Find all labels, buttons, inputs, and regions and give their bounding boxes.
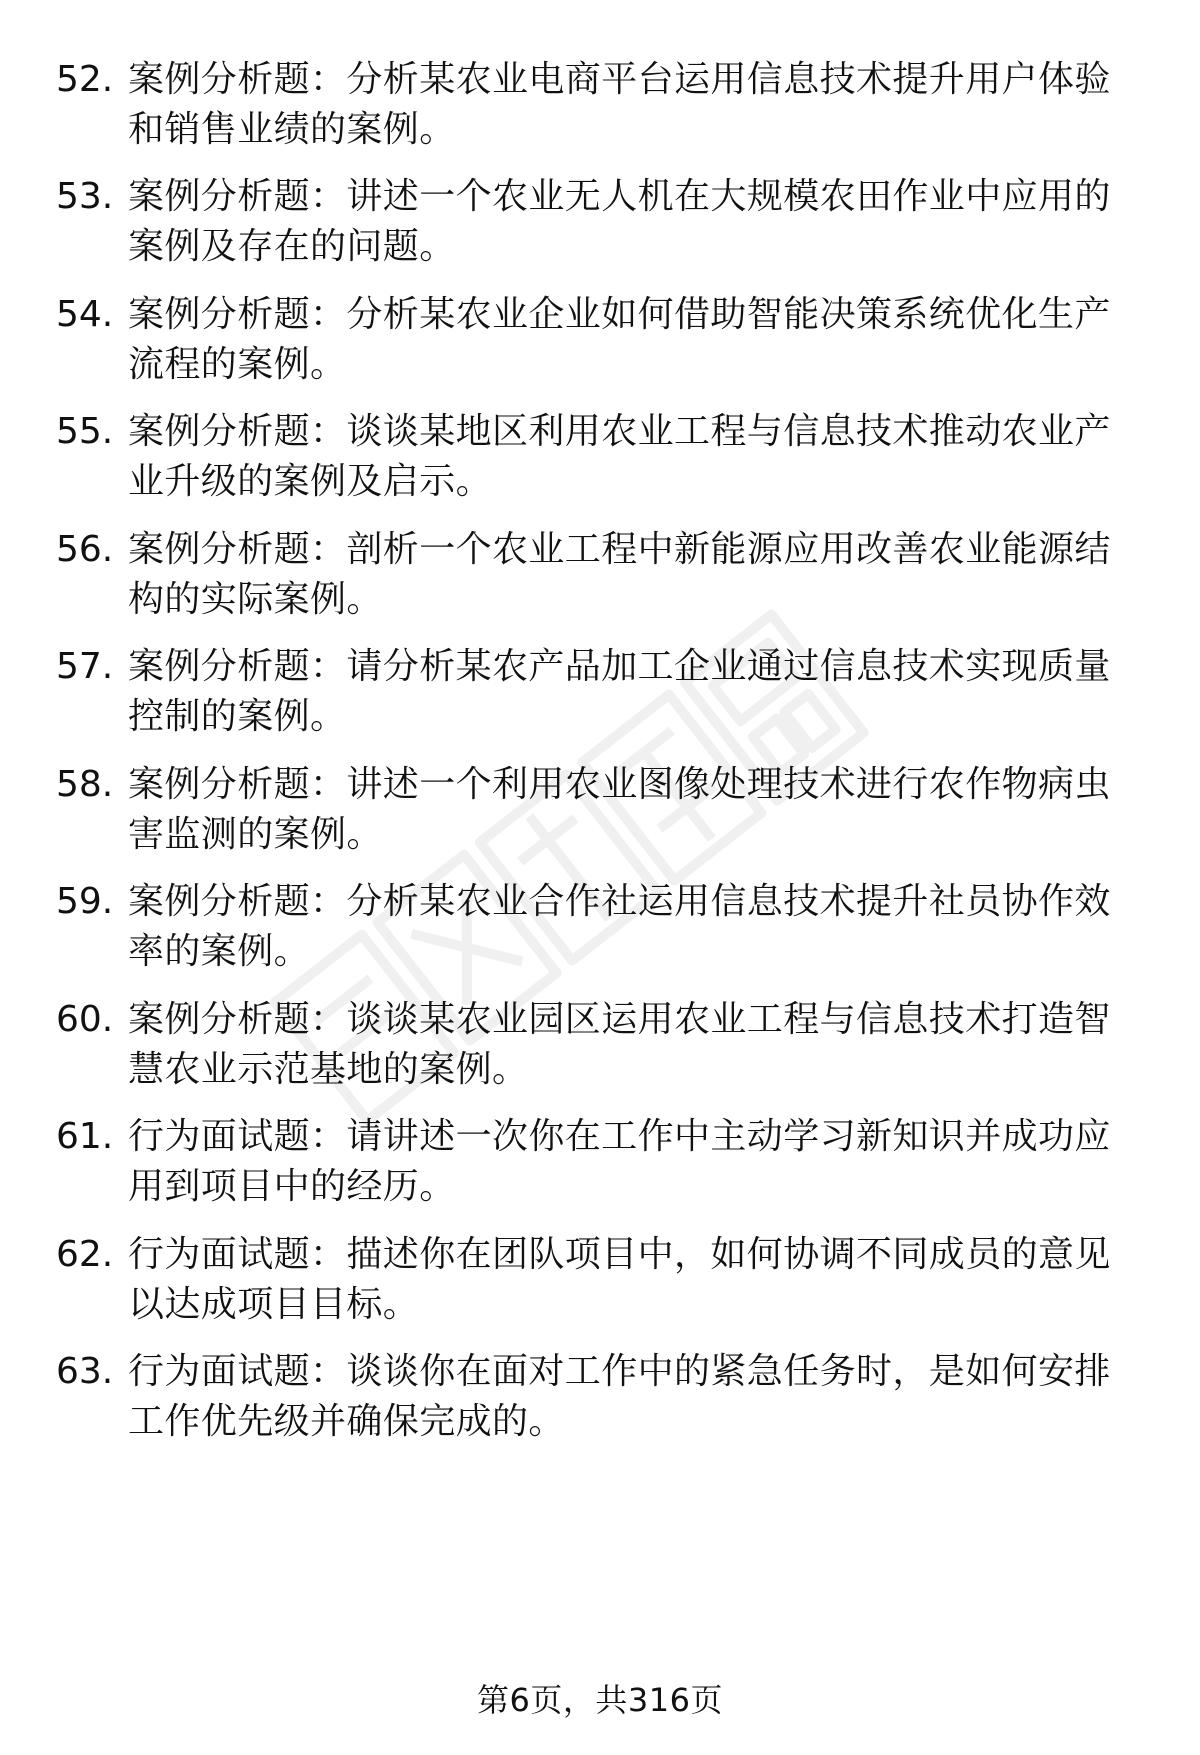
item-text: 案例分析题：分析某农业电商平台运用信息技术提升用户体验和销售业绩的案例。 <box>128 59 1111 150</box>
list-item <box>0 642 1200 742</box>
item-text: 案例分析题：讲述一个利用农业图像处理技术进行农作物病虫害监测的案例。 <box>128 764 1111 855</box>
list-item <box>0 290 1200 390</box>
item-number: 57. <box>56 646 114 687</box>
item-number: 58. <box>56 764 114 805</box>
list-item <box>0 1230 1200 1330</box>
list-item <box>0 1347 1200 1447</box>
item-text: 案例分析题：谈谈某农业园区运用农业工程与信息技术打造智慧农业示范基地的案例。 <box>128 999 1111 1090</box>
item-number: 53. <box>56 176 114 217</box>
list-item <box>0 407 1200 507</box>
item-text: 行为面试题：谈谈你在面对工作中的紧急任务时，是如何安排工作优先级并确保完成的。 <box>128 1351 1111 1442</box>
item-text: 案例分析题：剖析一个农业工程中新能源应用改善农业能源结构的实际案例。 <box>128 529 1111 620</box>
item-text: 案例分析题：请分析某农产品加工企业通过信息技术实现质量控制的案例。 <box>128 646 1111 737</box>
item-text: 案例分析题：分析某农业企业如何借助智能决策系统优化生产流程的案例。 <box>128 294 1111 385</box>
item-number: 54. <box>56 294 114 335</box>
list-item <box>0 760 1200 860</box>
item-number: 59. <box>56 881 114 922</box>
list-item <box>0 995 1200 1095</box>
list-item <box>0 55 1200 155</box>
item-text: 行为面试题：请讲述一次你在工作中主动学习新知识并成功应用到项目中的经历。 <box>128 1116 1111 1207</box>
item-text: 案例分析题：讲述一个农业无人机在大规模农田作业中应用的案例及存在的问题。 <box>128 176 1111 267</box>
item-text: 案例分析题：谈谈某地区利用农业工程与信息技术推动农业产业升级的案例及启示。 <box>128 411 1111 502</box>
item-number: 55. <box>56 411 114 452</box>
item-number: 56. <box>56 529 114 570</box>
item-number: 62. <box>56 1234 114 1275</box>
item-text: 案例分析题：分析某农业合作社运用信息技术提升社员协作效率的案例。 <box>128 881 1111 972</box>
item-number: 52. <box>56 59 114 100</box>
page-footer: 第6页，共316页 <box>477 1681 723 1719</box>
item-number: 60. <box>56 999 114 1040</box>
item-text: 行为面试题：描述你在团队项目中，如何协调不同成员的意见以达成项目目标。 <box>128 1234 1111 1325</box>
item-number: 61. <box>56 1116 114 1157</box>
list-item <box>0 172 1200 272</box>
list-item <box>0 1112 1200 1212</box>
list-item <box>0 525 1200 625</box>
item-number: 63. <box>56 1351 114 1392</box>
list-item <box>0 877 1200 977</box>
